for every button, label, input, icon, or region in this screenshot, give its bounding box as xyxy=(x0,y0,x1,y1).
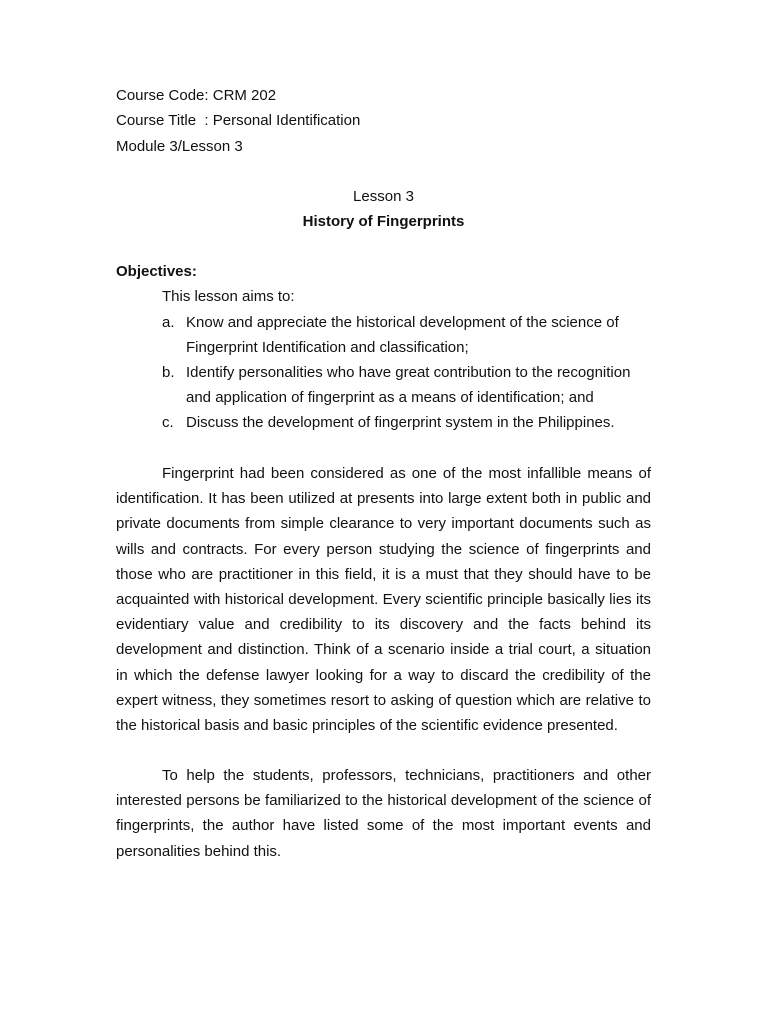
objectives-intro: This lesson aims to: xyxy=(162,288,295,305)
lesson-number: Lesson 3 xyxy=(353,188,414,205)
course-title-value: Personal Identification xyxy=(212,112,361,129)
objective-letter: c. xyxy=(162,414,174,431)
objectives-heading: Objectives: xyxy=(116,263,197,280)
course-title-line xyxy=(116,111,360,131)
course-code-label: Course Code xyxy=(116,87,205,104)
course-code-line xyxy=(116,86,276,106)
course-title-label: Course Title xyxy=(116,112,197,129)
module-line: Module 3/Lesson 3 xyxy=(116,138,243,155)
objective-letter: a. xyxy=(162,314,175,331)
course-code-value: CRM 202 xyxy=(212,87,277,104)
body-paragraph-2: To help the students, professors, technicians, practitioners and other interested persons be familiarized to the historical development of the science of fingerprints, the author have listed some of the most important events and personalities behind this. xyxy=(116,767,651,860)
course-title-separator: : xyxy=(204,112,209,129)
body-paragraph-1: Fingerprint had been considered as one of the most infallible means of identification. It has been utilized at presents into large extent both in public and private documents from simple clearance to very important documents such as wills and contracts. For every person studying the science of fingerprints and those who are practitioner in this field, it is a must that they should have to be acquainted with historical development. Every scientific principle basically lies its evidentiary value and credibility to its discovery and the facts behind its development and distinction. Think of a scenario inside a trial court, a situation in which the defense lawyer looking for a way to discard the credibility of the expert witness, they sometimes resort to asking of question which are relative to the historical basis and basic principles of the scientific evidence presented. xyxy=(116,465,651,735)
objective-text: Discuss the development of fingerprint system in the Philippines. xyxy=(186,414,615,431)
objective-text: Identify personalities who have great contribution to the recognition and application of fingerprint as a means of identification; and xyxy=(186,364,631,406)
course-code-separator: : xyxy=(204,87,209,104)
objective-letter: b. xyxy=(162,364,175,381)
lesson-title: History of Fingerprints xyxy=(302,213,465,230)
objective-text: Know and appreciate the historical development of the science of Fingerprint Identification and classification; xyxy=(186,314,619,356)
